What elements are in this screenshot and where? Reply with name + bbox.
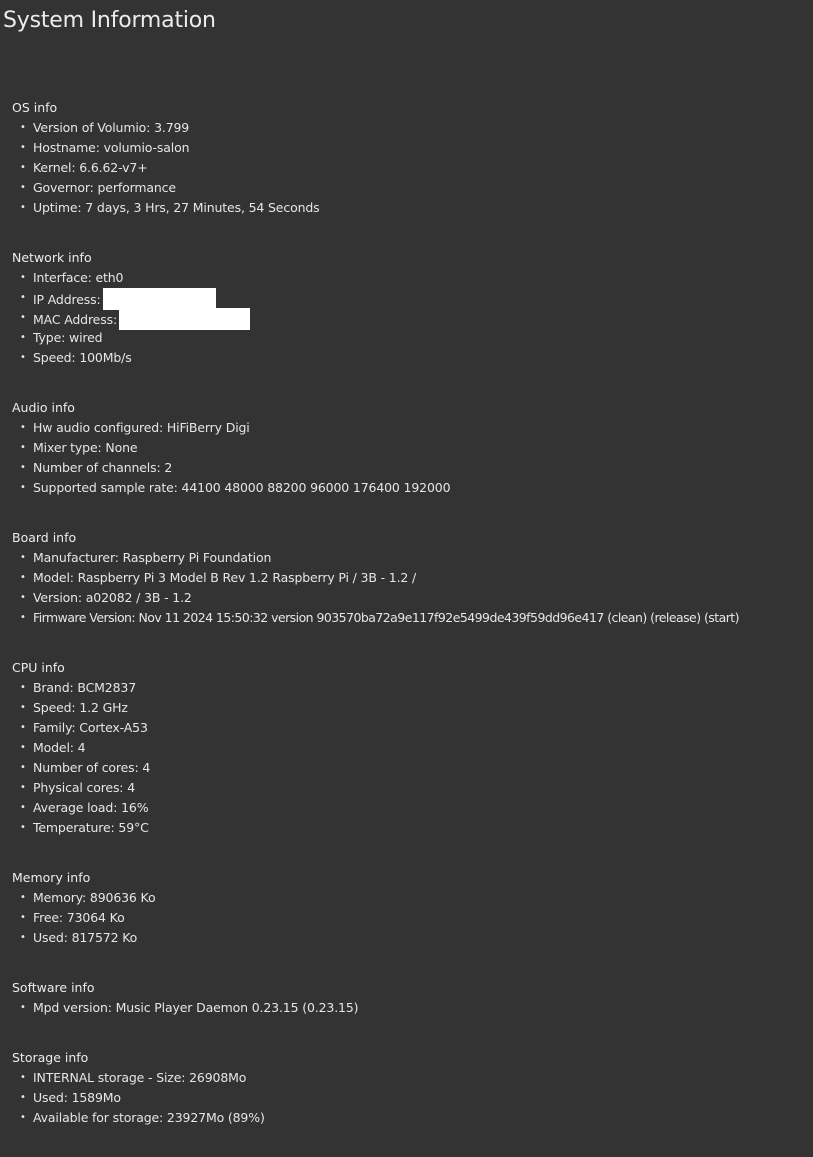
item-text: Speed: 100Mb/s <box>33 350 132 365</box>
list-item <box>12 678 807 698</box>
list-item <box>12 1088 807 1108</box>
item-text: Temperature: 59°C <box>33 820 149 835</box>
item-text: Version: a02082 / 3B - 1.2 <box>33 590 192 605</box>
memory-info-section <box>12 868 807 948</box>
bullet-icon: • <box>20 272 26 283</box>
item-text: Mixer type: None <box>33 440 138 455</box>
item-text: Model: 4 <box>33 740 86 755</box>
bullet-icon: • <box>20 782 26 793</box>
network-info-section <box>12 248 807 368</box>
bullet-icon: • <box>20 572 26 583</box>
redacted-mac-address <box>119 308 250 330</box>
bullet-icon: • <box>20 742 26 753</box>
bullet-icon: • <box>20 762 26 773</box>
bullet-icon: • <box>20 422 26 433</box>
list-item <box>12 608 807 628</box>
bullet-icon: • <box>20 802 26 813</box>
item-text: Family: Cortex-A53 <box>33 720 148 735</box>
list-item <box>12 718 807 738</box>
bullet-icon: • <box>20 552 26 563</box>
item-text: Mpd version: Music Player Daemon 0.23.15 (0.23.15) <box>33 1000 359 1015</box>
list-item <box>12 438 807 458</box>
list-item <box>12 818 807 838</box>
list-item <box>12 288 807 308</box>
software-info-section <box>12 978 807 1018</box>
bullet-icon: • <box>20 892 26 903</box>
redacted-ip-address <box>103 288 216 310</box>
item-text: Type: wired <box>33 330 103 345</box>
bullet-icon: • <box>20 822 26 833</box>
section-title: Network info <box>12 250 92 265</box>
page-title: System Information <box>3 8 216 33</box>
item-text: MAC Address: <box>33 312 118 327</box>
item-text: Manufacturer: Raspberry Pi Foundation <box>33 550 272 565</box>
os-info-list <box>12 118 807 218</box>
bullet-icon: • <box>20 482 26 493</box>
list-item <box>12 268 807 288</box>
list-item <box>12 928 807 948</box>
section-title: CPU info <box>12 660 65 675</box>
bullet-icon: • <box>20 312 26 323</box>
item-text: Number of channels: 2 <box>33 460 173 475</box>
bullet-icon: • <box>20 592 26 603</box>
audio-info-list <box>12 418 807 498</box>
bullet-icon: • <box>20 352 26 363</box>
bullet-icon: • <box>20 202 26 213</box>
item-text: IP Address: <box>33 292 101 307</box>
bullet-icon: • <box>20 462 26 473</box>
section-title: Audio info <box>12 400 75 415</box>
bullet-icon: • <box>20 292 26 303</box>
bullet-icon: • <box>20 932 26 943</box>
list-item <box>12 1108 807 1128</box>
bullet-icon: • <box>20 162 26 173</box>
item-text: Average load: 16% <box>33 800 149 815</box>
item-text: INTERNAL storage - Size: 26908Mo <box>33 1070 247 1085</box>
list-item <box>12 138 807 158</box>
bullet-icon: • <box>20 182 26 193</box>
item-text: Model: Raspberry Pi 3 Model B Rev 1.2 Raspberry Pi / 3B - 1.2 / <box>33 570 417 585</box>
list-item <box>12 418 807 438</box>
audio-info-section <box>12 398 807 498</box>
section-title: Memory info <box>12 870 91 885</box>
item-text: Hostname: volumio-salon <box>33 140 190 155</box>
list-item <box>12 758 807 778</box>
board-info-list <box>12 548 807 628</box>
bullet-icon: • <box>20 332 26 343</box>
item-text: Version of Volumio: 3.799 <box>33 120 190 135</box>
item-text: Governor: performance <box>33 180 176 195</box>
bullet-icon: • <box>20 142 26 153</box>
list-item <box>12 548 807 568</box>
list-item <box>12 738 807 758</box>
list-item <box>12 308 807 328</box>
board-info-section <box>12 528 807 628</box>
memory-info-list <box>12 888 807 948</box>
list-item <box>12 778 807 798</box>
cpu-info-section <box>12 658 807 838</box>
storage-info-list <box>12 1068 807 1128</box>
list-item <box>12 348 807 368</box>
item-text: Interface: eth0 <box>33 270 124 285</box>
list-item <box>12 698 807 718</box>
section-title: Storage info <box>12 1050 89 1065</box>
list-item <box>12 198 807 218</box>
bullet-icon: • <box>20 1112 26 1123</box>
software-info-list <box>12 998 807 1018</box>
item-text: Uptime: 7 days, 3 Hrs, 27 Minutes, 54 Seconds <box>33 200 320 215</box>
bullet-icon: • <box>20 912 26 923</box>
bullet-icon: • <box>20 612 26 623</box>
list-item <box>12 588 807 608</box>
list-item <box>12 1068 807 1088</box>
item-text: Used: 1589Mo <box>33 1090 121 1105</box>
bullet-icon: • <box>20 1002 26 1013</box>
section-title: OS info <box>12 100 58 115</box>
item-text: Hw audio configured: HiFiBerry Digi <box>33 420 250 435</box>
list-item <box>12 158 807 178</box>
section-title: Board info <box>12 530 77 545</box>
bullet-icon: • <box>20 442 26 453</box>
item-text: Physical cores: 4 <box>33 780 135 795</box>
cpu-info-list <box>12 678 807 838</box>
item-text: Supported sample rate: 44100 48000 88200 96000 176400 192000 <box>33 480 451 495</box>
os-info-section <box>12 98 807 218</box>
storage-info-section <box>12 1048 807 1128</box>
bullet-icon: • <box>20 1072 26 1083</box>
item-text: Brand: BCM2837 <box>33 680 136 695</box>
bullet-icon: • <box>20 722 26 733</box>
bullet-icon: • <box>20 702 26 713</box>
network-info-list <box>12 268 807 368</box>
item-text: Free: 73064 Ko <box>33 910 125 925</box>
item-text: Speed: 1.2 GHz <box>33 700 128 715</box>
list-item <box>12 178 807 198</box>
section-title: Software info <box>12 980 95 995</box>
list-item <box>12 328 807 348</box>
bullet-icon: • <box>20 1092 26 1103</box>
list-item <box>12 568 807 588</box>
item-text: Memory: 890636 Ko <box>33 890 156 905</box>
item-text: Firmware Version: Nov 11 2024 15:50:32 version 903570ba72a9e117f92e5499de439f59dd96e417 (clean) (release) (start) <box>33 610 739 625</box>
list-item <box>12 118 807 138</box>
bullet-icon: • <box>20 122 26 133</box>
list-item <box>12 908 807 928</box>
item-text: Available for storage: 23927Mo (89%) <box>33 1110 265 1125</box>
bullet-icon: • <box>20 682 26 693</box>
item-text: Number of cores: 4 <box>33 760 151 775</box>
list-item <box>12 998 807 1018</box>
list-item <box>12 798 807 818</box>
item-text: Used: 817572 Ko <box>33 930 138 945</box>
list-item <box>12 888 807 908</box>
list-item <box>12 458 807 478</box>
item-text: Kernel: 6.6.62-v7+ <box>33 160 148 175</box>
list-item <box>12 478 807 498</box>
